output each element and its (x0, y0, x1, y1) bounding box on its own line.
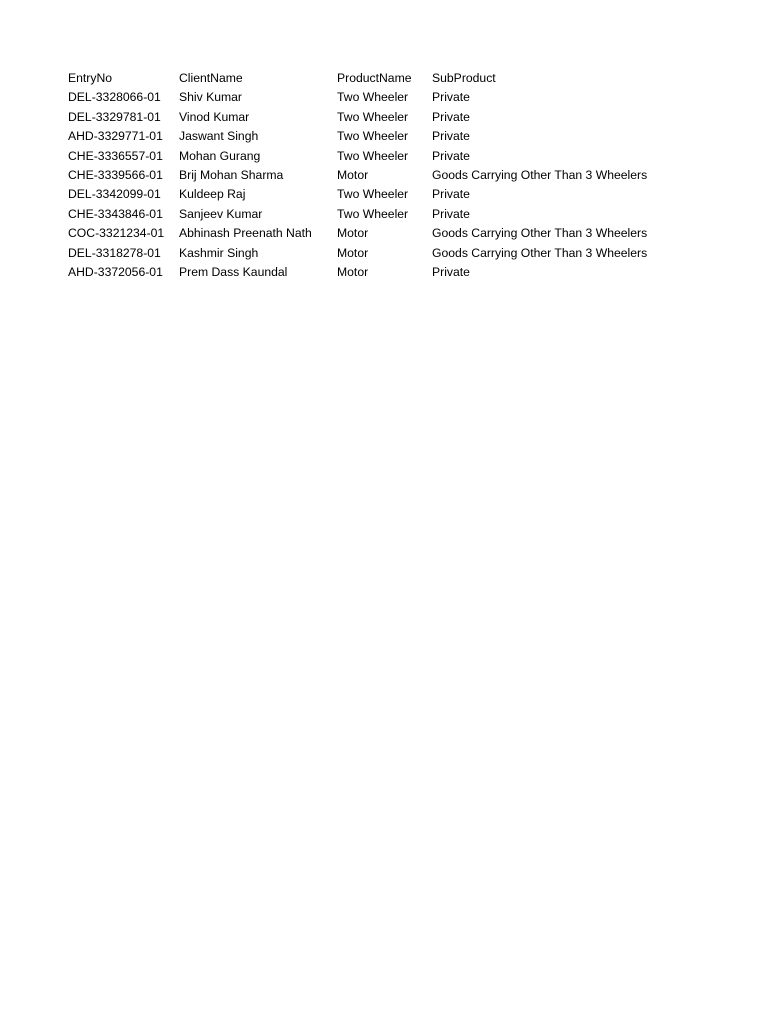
cell-entry-no: AHD-3372056-01 (68, 265, 163, 280)
cell-client-name: Kuldeep Raj (179, 187, 246, 202)
cell-client-name: Prem Dass Kaundal (179, 265, 288, 280)
header-sub-product: SubProduct (432, 71, 496, 85)
cell-entry-no: COC-3321234-01 (68, 226, 165, 241)
cell-client-name: Kashmir Singh (179, 245, 259, 260)
cell-sub-product: Goods Carrying Other Than 3 Wheelers (432, 226, 648, 241)
table-row (68, 166, 728, 185)
cell-product-name: Motor (337, 168, 369, 183)
cell-sub-product: Private (432, 109, 470, 124)
data-table (68, 69, 728, 282)
table-row (68, 263, 728, 282)
cell-product-name: Two Wheeler (337, 109, 409, 124)
cell-product-name: Motor (337, 226, 369, 241)
cell-product-name: Two Wheeler (337, 206, 409, 221)
cell-product-name: Two Wheeler (337, 148, 409, 163)
table-row (68, 127, 728, 146)
data-sheet (68, 69, 728, 282)
cell-sub-product: Private (432, 148, 470, 163)
cell-sub-product: Private (432, 265, 470, 280)
cell-client-name: Sanjeev Kumar (179, 206, 263, 221)
cell-entry-no: CHE-3343846-01 (68, 206, 163, 221)
cell-client-name: Shiv Kumar (179, 90, 242, 105)
cell-entry-no: CHE-3336557-01 (68, 148, 163, 163)
cell-entry-no: DEL-3329781-01 (68, 109, 161, 124)
cell-product-name: Two Wheeler (337, 187, 409, 202)
cell-product-name: Two Wheeler (337, 129, 409, 144)
cell-entry-no: DEL-3342099-01 (68, 187, 161, 202)
table-row (68, 224, 728, 243)
cell-sub-product: Private (432, 129, 470, 144)
cell-product-name: Two Wheeler (337, 90, 409, 105)
table-row (68, 205, 728, 224)
table-row (68, 108, 728, 127)
header-row (68, 69, 728, 88)
cell-entry-no: AHD-3329771-01 (68, 129, 163, 144)
cell-sub-product: Private (432, 90, 470, 105)
cell-client-name: Abhinash Preenath Nath (179, 226, 312, 241)
header-entry-no: EntryNo (68, 71, 113, 85)
table-row (68, 88, 728, 107)
header-product-name: ProductName (337, 71, 412, 85)
cell-product-name: Motor (337, 265, 369, 280)
table-row (68, 185, 728, 204)
cell-sub-product: Private (432, 206, 470, 221)
cell-sub-product: Private (432, 187, 470, 202)
cell-sub-product: Goods Carrying Other Than 3 Wheelers (432, 168, 648, 183)
cell-client-name: Jaswant Singh (179, 129, 259, 144)
cell-product-name: Motor (337, 245, 369, 260)
table-row (68, 244, 728, 263)
header-client-name: ClientName (179, 71, 243, 85)
table-row (68, 147, 728, 166)
cell-entry-no: CHE-3339566-01 (68, 168, 163, 183)
cell-client-name: Vinod Kumar (179, 109, 250, 124)
cell-client-name: Mohan Gurang (179, 148, 261, 163)
cell-sub-product: Goods Carrying Other Than 3 Wheelers (432, 245, 648, 260)
cell-entry-no: DEL-3328066-01 (68, 90, 161, 105)
cell-client-name: Brij Mohan Sharma (179, 168, 284, 183)
cell-entry-no: DEL-3318278-01 (68, 245, 161, 260)
